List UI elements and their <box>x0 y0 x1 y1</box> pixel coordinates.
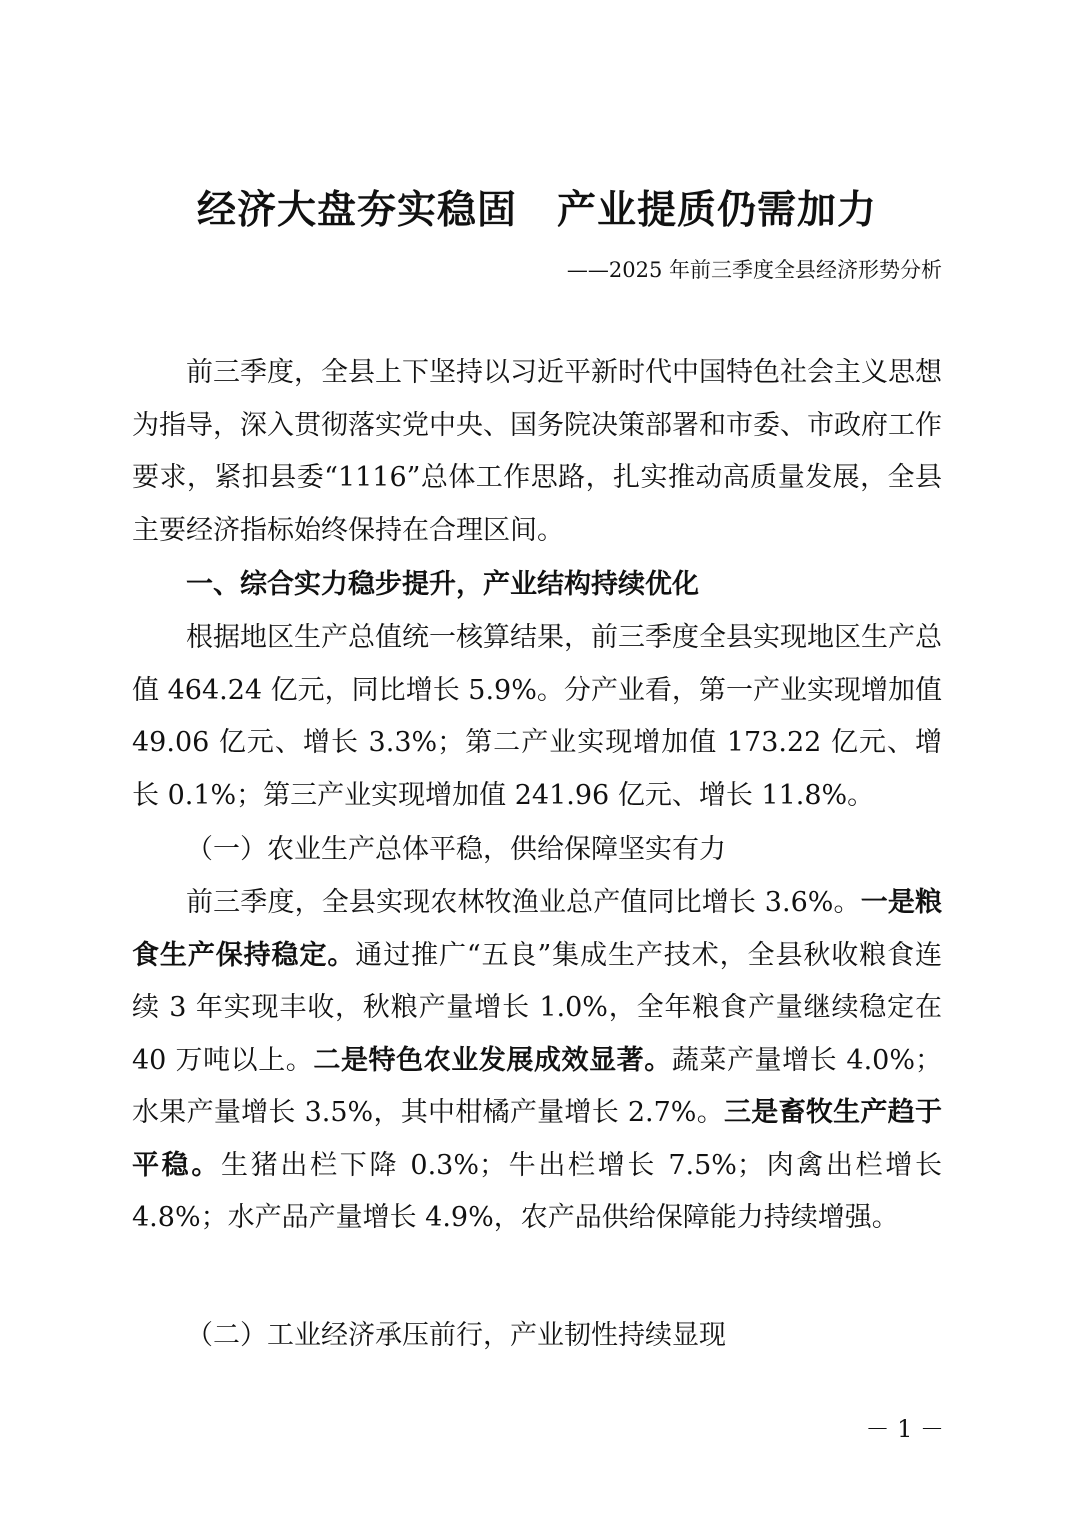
section-heading-1: 一、综合实力稳步提升，产业结构持续优化 <box>186 569 699 600</box>
grain-highlight: 一是粮食生产保持稳定。 <box>132 887 942 971</box>
document-subtitle: ——2025 年前三季度全县经济形势分析 <box>566 258 942 282</box>
intro-paragraph: 前三季度，全县上下坚持以习近平新时代中国特色社会主义思想为指导，深入贯彻落实党中央、国务院决策部署和市委、市政府工作要求，紧扣县委“1116”总体工作思路，扎实推动高质量发展，全县主要经济指标始终保持在合理区间。 <box>132 357 942 546</box>
document-title: 经济大盘夯实稳固 产业提质仍需加力 <box>196 187 877 233</box>
subsection-heading-2: （二）工业经济承压前行，产业韧性持续显现 <box>186 1320 726 1351</box>
subsection-1-paragraph <box>132 877 942 1245</box>
specialty-agri-highlight: 二是特色农业发展成效显著。 <box>313 1044 672 1076</box>
livestock-highlight: 三是畜牧生产趋于平稳。 <box>132 1097 942 1181</box>
grain-text: 通过推广“五良”集成生产技术，全县秋收粮食连续 3 年实现丰收，秋粮产量增长 1.0%，全年粮食产量继续稳定在 40 万吨以上。 <box>132 939 942 1076</box>
specialty-agri-text: 蔬菜产量增长 4.0%；水果产量增长 3.5%，其中柑橘产量增长 2.7%。 <box>132 1044 942 1128</box>
section-1-paragraph: 根据地区生产总值统一核算结果，前三季度全县实现地区生产总值 464.24 亿元，同比增长 5.9%。分产业看，第一产业实现增加值 49.06 亿元、增长 3.3%；第二产业实现增加值 173.22 亿元、增长 0.1%；第三产业实现增加值 241.96 亿元、增长 11.8%。 <box>132 622 942 811</box>
page-number: － 1 － <box>865 1415 944 1443</box>
livestock-text: 生猪出栏下降 0.3%；牛出栏增长 7.5%；肉禽出栏增长 4.8%；水产品产量增长 4.9%，农产品供给保障能力持续增强。 <box>132 1149 943 1233</box>
subsection-heading-1: （一）农业生产总体平稳，供给保障坚实有力 <box>186 834 726 865</box>
agri-output-text: 前三季度，全县实现农林牧渔业总产值同比增长 3.6%。 <box>186 887 861 918</box>
